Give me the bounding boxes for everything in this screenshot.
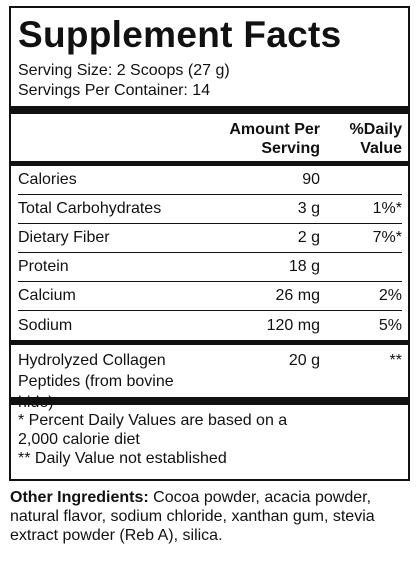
nutrient-row-calcium xyxy=(18,282,402,311)
nutrient-dv: 5% xyxy=(378,316,402,334)
other-ingredients-text: Cocoa powder, acacia powder, natural flavor, sodium chloride, xanthan gum, stevia extract powder (Reb A), silica. xyxy=(10,489,375,544)
nutrient-dv: 2% xyxy=(378,287,402,304)
servings-per-container: Servings Per Container: 14 xyxy=(18,82,211,99)
other-ingredients-label: Other Ingredients: xyxy=(10,489,149,506)
nutrient-row-sodium xyxy=(18,311,402,340)
footnote-line: * Percent Daily Values are based on a xyxy=(18,412,288,429)
footnote-line: ** Daily Value not established xyxy=(18,450,227,467)
divider-thick xyxy=(11,106,408,114)
nutrient-row-total-carbohydrates xyxy=(18,195,402,224)
nutrient-name: Hydrolyzed Collagen Peptides (from bovine hide) xyxy=(18,352,174,411)
nutrient-amount: 2 g xyxy=(297,229,320,246)
supplement-facts-panel xyxy=(9,6,410,481)
nutrient-row-collagen xyxy=(18,345,402,411)
panel-title: Supplement Facts xyxy=(18,14,342,55)
nutrient-row-dietary-fiber xyxy=(18,224,402,253)
nutrient-row-protein xyxy=(18,253,402,282)
nutrient-amount: 3 g xyxy=(297,200,320,217)
nutrient-name: Calories xyxy=(18,171,77,188)
nutrient-name: Total Carbohydrates xyxy=(18,200,162,217)
nutrient-dv: 7%* xyxy=(372,229,402,246)
footnotes xyxy=(18,405,402,468)
daily-value-header: %Daily Value xyxy=(349,121,402,157)
nutrient-name: Sodium xyxy=(18,316,73,334)
nutrient-amount: 26 mg xyxy=(275,287,320,304)
nutrient-amount: 18 g xyxy=(288,258,320,275)
nutrient-amount: 90 xyxy=(302,171,320,188)
footnote-line: 2,000 calorie diet xyxy=(18,431,140,448)
column-header xyxy=(18,114,402,161)
nutrient-dv: ** xyxy=(389,352,402,369)
nutrient-amount: 120 mg xyxy=(266,316,320,334)
nutrient-name: Calcium xyxy=(18,287,76,304)
nutrient-row-calories xyxy=(18,166,402,195)
nutrient-dv: 1%* xyxy=(372,200,402,217)
other-ingredients xyxy=(10,488,408,545)
nutrient-name: Dietary Fiber xyxy=(18,229,110,246)
nutrient-amount: 20 g xyxy=(288,352,320,369)
serving-size: Serving Size: 2 Scoops (27 g) xyxy=(18,62,230,79)
nutrient-name: Protein xyxy=(18,258,69,275)
amount-per-serving-header: Amount Per Serving xyxy=(229,121,320,157)
